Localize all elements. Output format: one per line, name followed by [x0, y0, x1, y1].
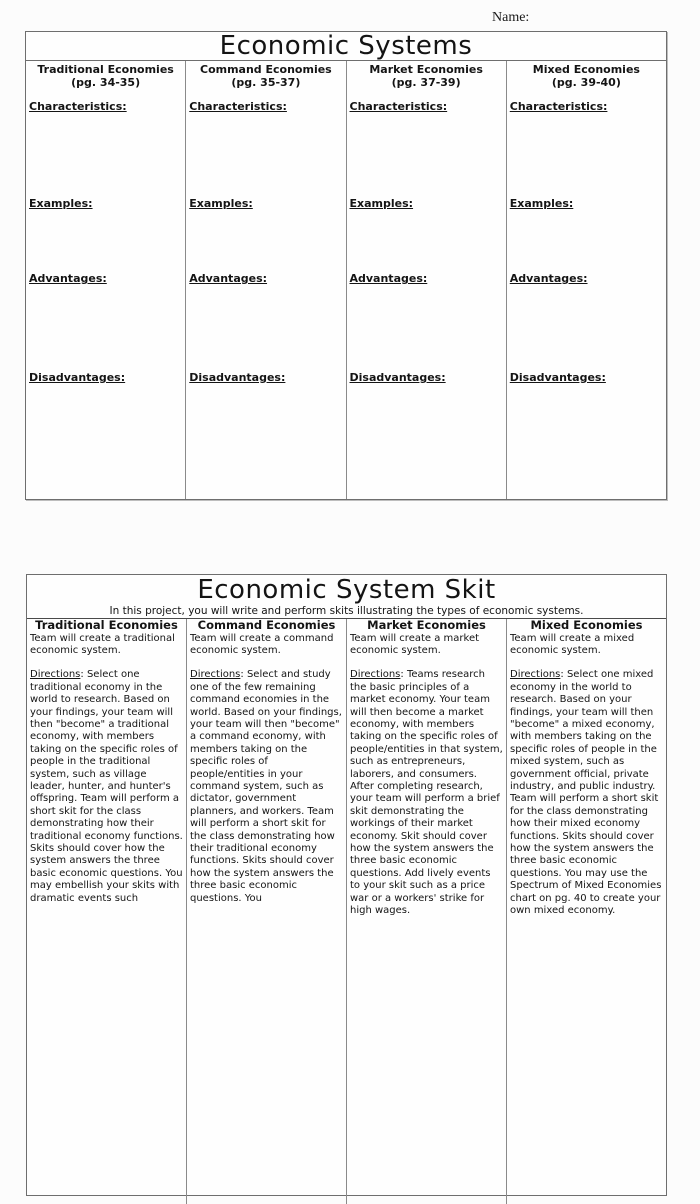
characteristics-label: Characteristics:	[349, 100, 448, 113]
skit-column-header: Command Economies	[197, 619, 336, 632]
characteristics-label: Characteristics:	[29, 100, 127, 113]
skit-column-traditional	[27, 619, 187, 1204]
skit-title: Economic System Skit	[197, 575, 496, 605]
column-traditional-economies	[26, 61, 186, 499]
advantages-label: Advantages:	[509, 272, 588, 285]
skit-directions	[190, 669, 343, 905]
skit-column-header: Mixed Economies	[530, 619, 643, 632]
skit-column-market	[347, 619, 507, 1204]
advantages-label: Advantages:	[349, 272, 428, 285]
characteristics-label: Characteristics:	[189, 100, 287, 113]
examples-label: Examples:	[189, 197, 253, 210]
skit-column-header: Market Economies	[367, 619, 486, 632]
skit-column-header: Traditional Economies	[35, 619, 178, 632]
disadvantages-label: Disadvantages:	[29, 371, 126, 384]
advantages-label: Advantages:	[189, 272, 268, 285]
name-label: Name:	[492, 10, 530, 25]
disadvantages-label: Disadvantages:	[349, 371, 446, 384]
column-header-title: Market Economies	[369, 63, 483, 76]
skit-columns	[27, 619, 666, 1204]
disadvantages-label: Disadvantages:	[189, 371, 286, 384]
column-header-pages: (pg. 35-37)	[231, 75, 301, 89]
directions-label: Directions	[510, 669, 561, 681]
skit-intro: Team will create a mixed economic system.	[510, 632, 635, 656]
column-header-title: Command Economies	[200, 63, 332, 76]
skit-intro: Team will create a command economic system.	[190, 632, 334, 656]
examples-label: Examples:	[349, 197, 414, 210]
column-header-pages: (pg. 34-35)	[71, 75, 141, 89]
directions-label: Directions	[190, 669, 241, 681]
skit-column-mixed	[507, 619, 666, 1204]
advantages-label: Advantages:	[29, 272, 107, 285]
directions-label: Directions	[30, 669, 81, 681]
skit-subtitle: In this project, you will write and perform skits illustrating the types of economic systems.	[109, 605, 584, 617]
column-header-title: Traditional Economies	[37, 63, 174, 76]
column-header	[507, 61, 666, 89]
skit-directions	[350, 669, 503, 917]
directions-text: : Select one mixed economy in the world to research. Based on your findings, your team will then "become" a mixed economy, with members taking on the specific roles of people in the mixed system, such as government official, private industry, and public industry. Team will perform a short skit for the class demonstrating how their mixed economy functions. Skits should cover how the system answers the three basic economic questions. You may use the Spectrum of Mixed Economies chart on pg. 40 to create your own mixed economy.	[510, 669, 662, 917]
column-mixed-economies	[507, 61, 666, 499]
economic-system-skit-table	[26, 574, 667, 1196]
skit-intro: Team will create a market economic system.	[350, 632, 480, 656]
skit-intro: Team will create a traditional economic system.	[30, 632, 175, 656]
directions-text: : Select one traditional economy in the world to research. Based on your findings, your team will then "become" a traditional economy, with members taking on the specific roles of people in the traditional system, such as village leader, hunter, and hunter's offspring. Team will perform a short skit for the class demonstrating how their traditional economy functions. Skits should cover how the system answers the three basic economic questions. You may embellish your skits with dramatic events such	[30, 669, 183, 904]
skit-directions	[510, 669, 663, 917]
column-header-title: Mixed Economies	[532, 63, 640, 76]
skit-table-header	[27, 575, 666, 619]
examples-label: Examples:	[29, 197, 93, 210]
skit-column-command	[187, 619, 347, 1204]
examples-label: Examples:	[509, 197, 574, 210]
directions-label: Directions	[350, 669, 401, 681]
economic-systems-columns	[26, 61, 666, 499]
skit-directions	[30, 669, 183, 905]
column-header-pages: (pg. 39-40)	[551, 75, 621, 89]
column-header-pages: (pg. 37-39)	[391, 75, 461, 89]
economic-systems-table	[25, 31, 667, 500]
column-header	[347, 61, 506, 89]
disadvantages-label: Disadvantages:	[509, 371, 606, 384]
column-market-economies	[347, 61, 507, 499]
directions-text: : Select and study one of the few remaining command economies in the world. Based on your findings, your team will then "become" a command economy, with members taking on the specific roles of people/entities in your command system, such as dictator, government planners, and workers. Team will perform a short skit for the class demonstrating how their traditional economy functions. Skits should cover how the system answers the three basic economic questions. You	[190, 669, 342, 904]
column-header	[26, 61, 185, 89]
directions-text: : Teams research the basic principles of a market economy. Your team will then become a market economy, with members taking on the specific roles of people/entities in that system, such as entrepreneurs, laborers, and consumers. After completing research, your team will perform a brief skit demonstrating the workings of their market economy. Skit should cover how the system answers the three basic economic questions. Add lively events to your skit such as a price war or a workers' strike for high wages.	[350, 669, 503, 917]
economic-systems-title: Economic Systems	[26, 32, 666, 61]
characteristics-label: Characteristics:	[509, 100, 608, 113]
column-command-economies	[186, 61, 346, 499]
column-header	[186, 61, 345, 89]
